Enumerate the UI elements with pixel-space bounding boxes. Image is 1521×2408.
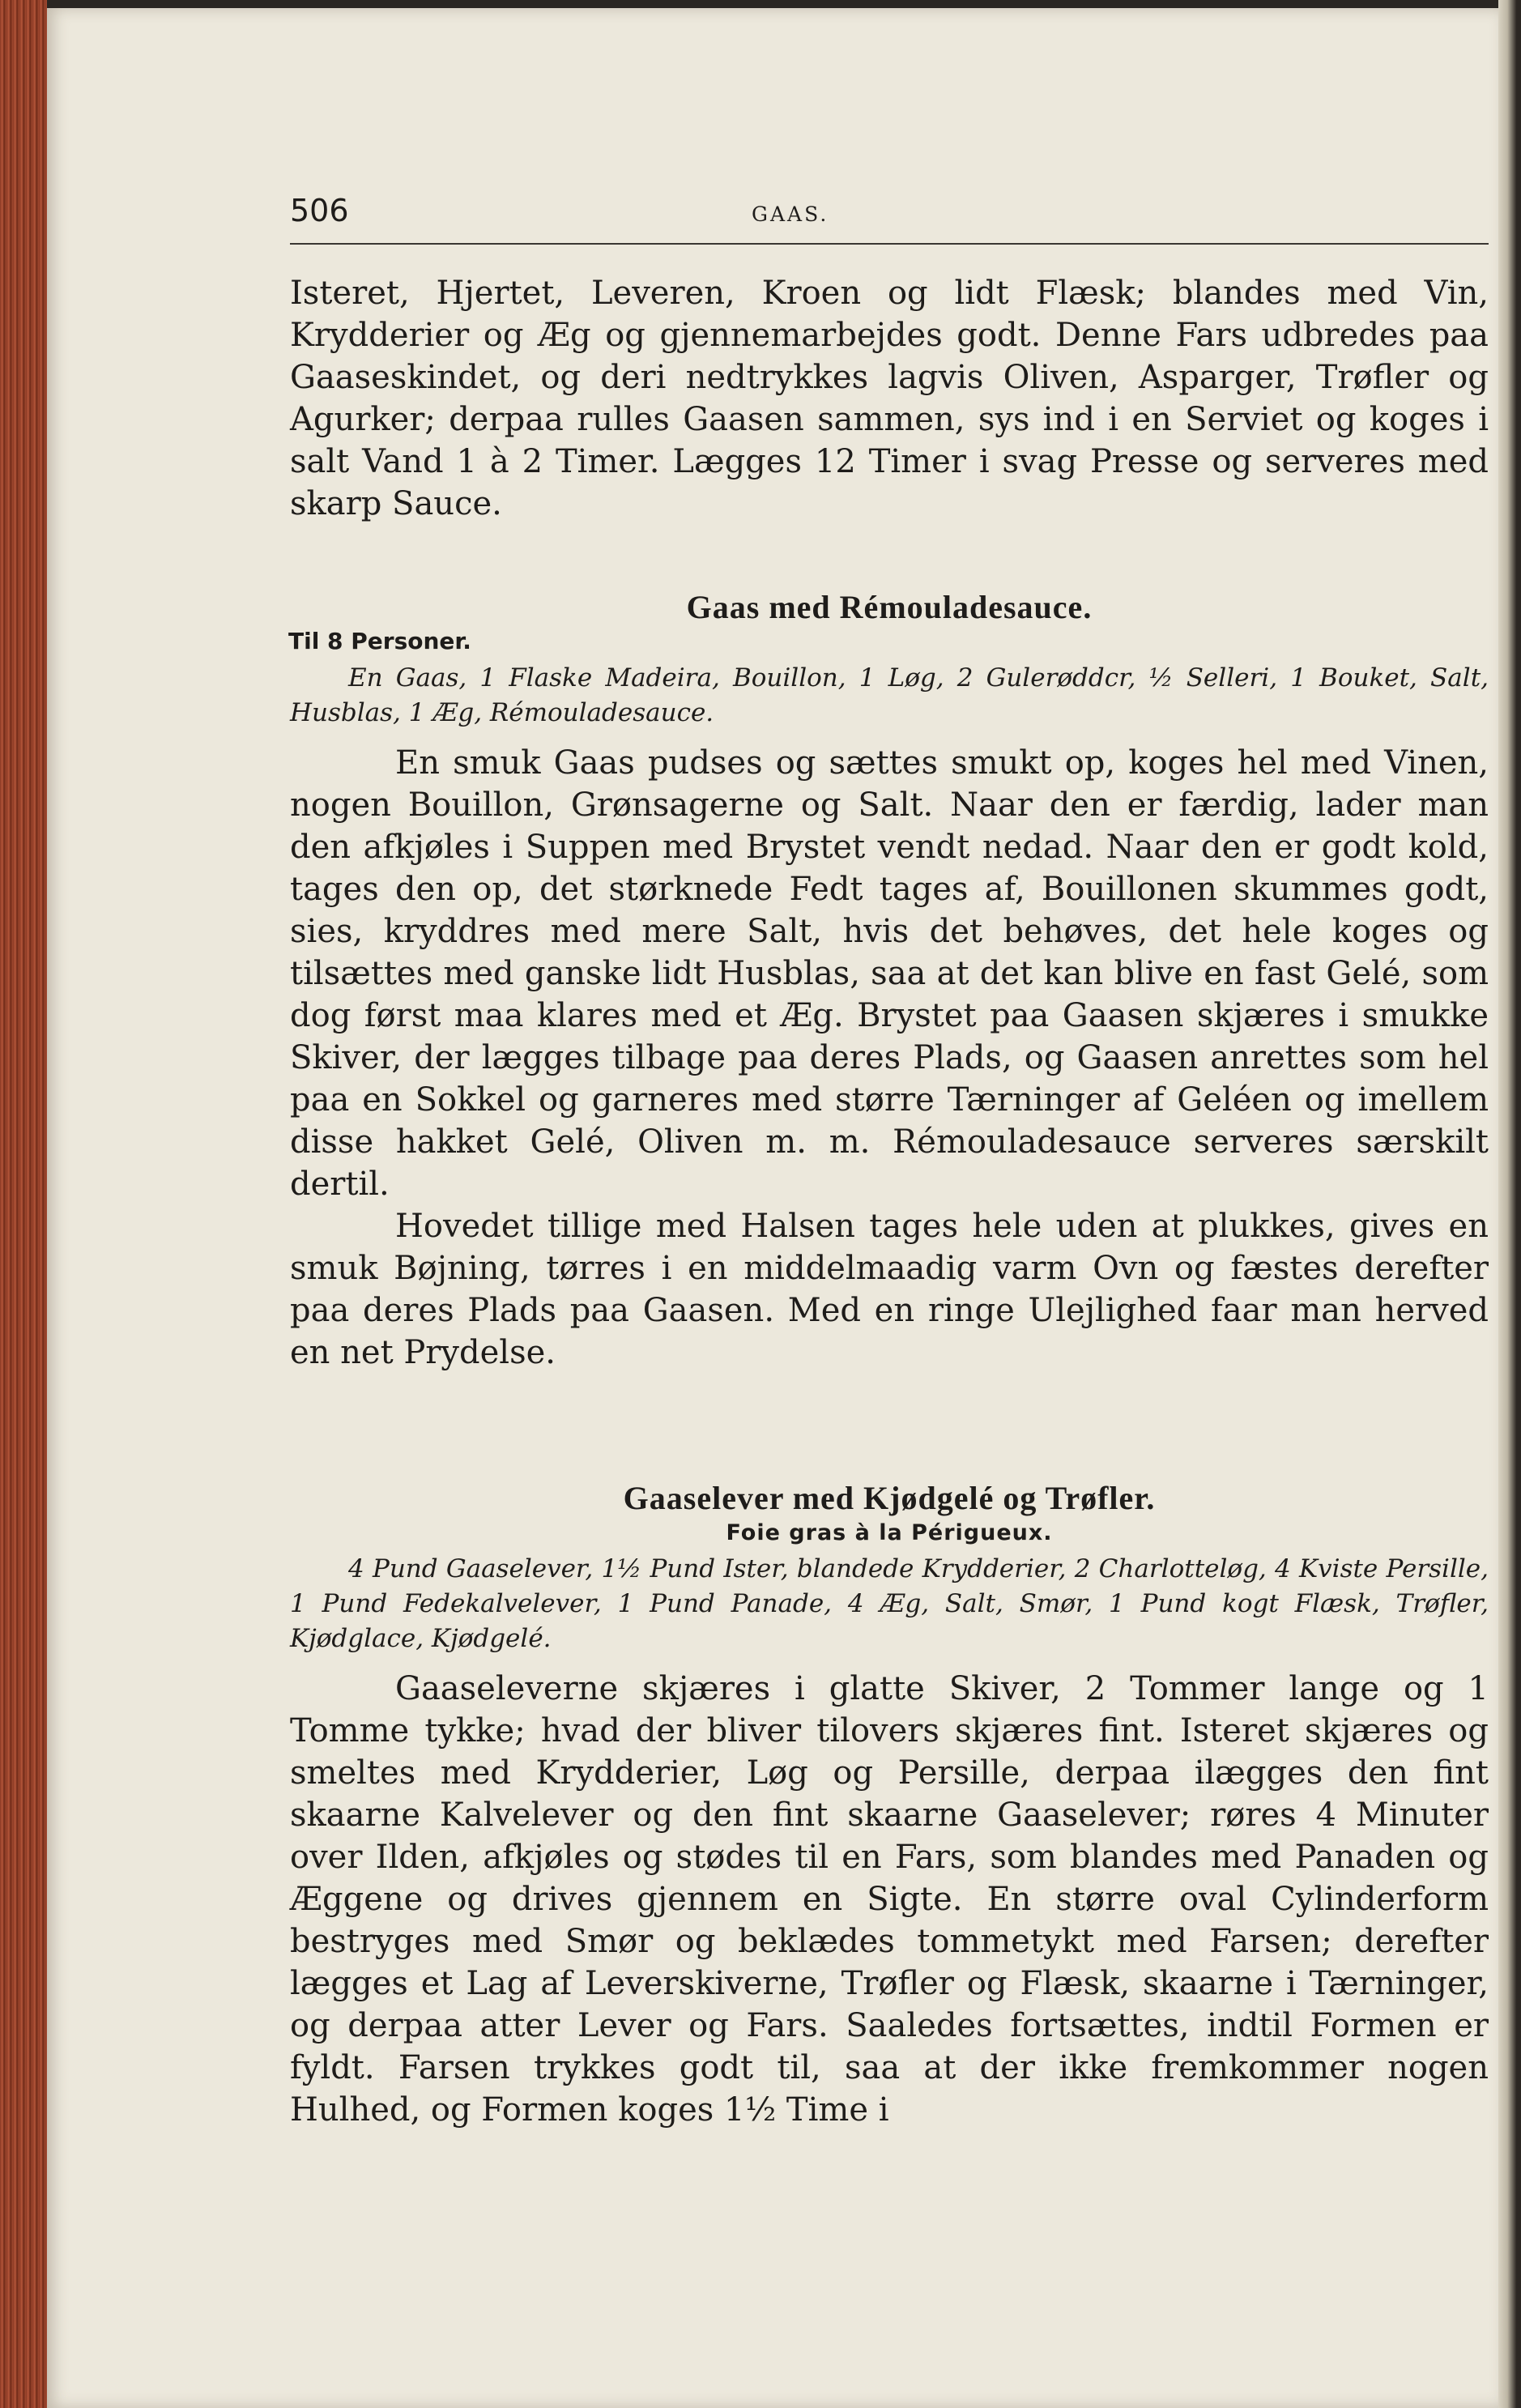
serving-size: Til 8 Personer. <box>288 628 471 654</box>
book-page <box>47 8 1498 2408</box>
recipe-title: Gaaselever med Kjødgelé og Trøfler. <box>623 1480 1156 1516</box>
running-title: GAAS. <box>752 202 829 226</box>
intro-paragraph: Isteret, Hjertet, Leveren, Kroen og lidt Flæsk; blandes med Vin, Krydderier og Æg og gjennemarbejdes godt. Denne Fars udbredes paa Gaaseskindet, og deri nedtrykkes lagvis Oliven, Asparger, Trøfler og Agurker; derpaa rulles Gaasen sammen, sys ind i en Serviet og koges i salt Vand 1 à 2 Timer. Lægges 12 Timer i svag Presse og serveres med skarp Sauce. <box>290 275 1489 522</box>
ingredient-list: En Gaas, 1 Flaske Madeira, Bouillon, 1 Løg, 2 Gulerøddcr, ½ Selleri, 1 Bouket, Salt, Husblas, 1 Æg, Rémouladesauce. <box>290 663 1489 727</box>
recipe-subtitle: Foie gras à la Périgueux. <box>726 1520 1053 1545</box>
book-page-edges <box>0 0 47 2408</box>
ingredient-list: 4 Pund Gaaselever, 1½ Pund Ister, blandede Krydderier, 2 Charlotteløg, 4 Kviste Persille, 1 Pund Fedekalvelever, 1 Pund Panade, 4 Æg, Salt, Smør, 1 Pund kogt Flæsk, Trøfler, Kjødglace, Kjødgelé. <box>290 1554 1489 1653</box>
scan-edge <box>1498 0 1521 2408</box>
recipe-paragraph: Hovedet tillige med Halsen tages hele uden at plukkes, gives en smuk Bøjning, tørres i en middelmaadig varm Ovn og fæstes derefter paa deres Plads paa Gaasen. Med en ringe Ulejlighed faar man herved en net Prydelse. <box>290 1208 1489 1371</box>
page-number: 506 <box>290 193 349 228</box>
page-content <box>290 170 1489 2131</box>
recipe-paragraph: Gaaseleverne skjæres i glatte Skiver, 2 Tommer lange og 1 Tomme tykke; hvad der bliver tilovers skjæres fint. Isteret skjæres og smeltes med Krydderier, Løg og Persille, derpaa ilægges den fint skaarne Kalvelever og den fint skaarne Gaaselever; røres 4 Minuter over Ilden, afkjøles og stødes til en Fars, som blandes med Panaden og Æggene og drives gjennem en Sigte. En større oval Cylinderform bestryges med Smør og beklædes tommetykt med Farsen; derefter lægges et Lag af Leverskiverne, Trøfler og Flæsk, skaarne i Tærninger, og derpaa atter Lever og Fars. Saaledes fortsættes, indtil Formen er fyldt. Farsen trykkes godt til, saa at der ikke fremkommer nogen Hulhed, og Formen koges 1½ Time i <box>290 1670 1489 2129</box>
recipe-paragraph: En smuk Gaas pudses og sættes smukt op, koges hel med Vinen, nogen Bouillon, Grønsagerne og Salt. Naar den er færdig, lader man den afkjøles i Suppen med Brystet vendt nedad. Naar den er godt kold, tages den op, det størknede Fedt tages af, Bouillonen skummes godt, sies, kryddres med mere Salt, hvis det behøves, det hele koges og tilsættes med ganske lidt Husblas, saa at det kan blive en fast Gelé, som dog først maa klares med et Æg. Brystet paa Gaasen skjæres i smukke Skiver, der lægges tilbage paa deres Plads, og Gaasen anrettes som hel paa en Sokkel og garneres med større Tærninger af Geléen og imellem disse hakket Gelé, Oliven m. m. Rémouladesauce serveres særskilt dertil. <box>290 744 1489 1203</box>
running-head <box>290 170 1489 245</box>
recipe-title: Gaas med Rémouladesauce. <box>686 589 1093 625</box>
